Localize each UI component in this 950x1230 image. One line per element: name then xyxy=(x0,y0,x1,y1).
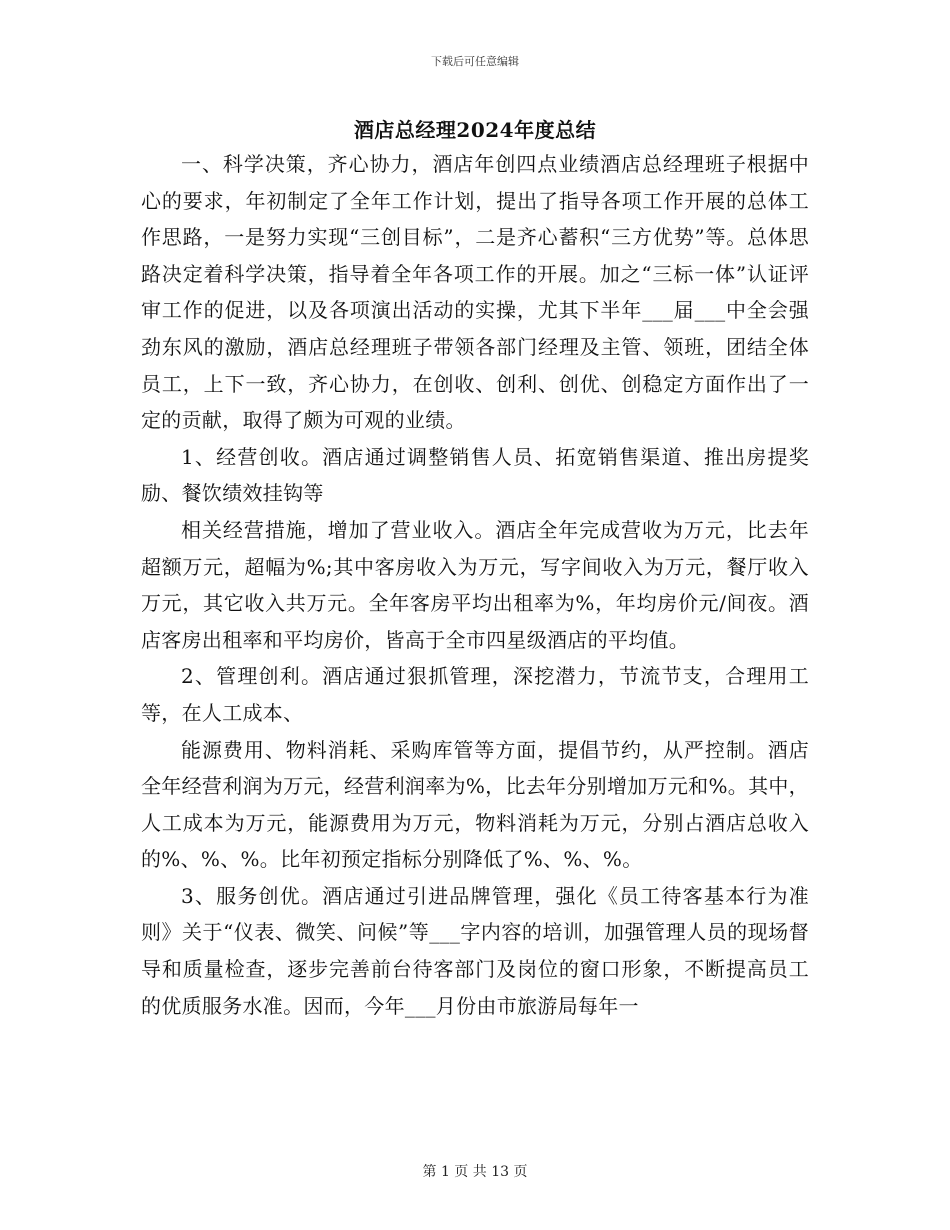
paragraph-6: 3、服务创优。酒店通过引进品牌管理，强化《员工待客基本行为准则》关于“仪表、微笑、问候”等___字内容的培训，加强管理人员的现场督导和质量检查，逐步完善前台待客部门及岗位的窗口形象，不断提高员工的优质服务水准。因而，今年___月份由市旅游局每年一 xyxy=(141,883,809,1018)
paragraph-1: 一、科学决策，齐心协力，酒店年创四点业绩酒店总经理班子根据中心的要求，年初制定了全年工作计划，提出了指导各项工作开展的总体工作思路，一是努力实现“三创目标”，二是齐心蓄积“三方优势”等。总体思路决定着科学决策，指导着全年各项工作的开展。加之“三标一体”认证评审工作的促进，以及各项演出活动的实操，尤其下半年___届___中全会强劲东风的激励，酒店总经理班子带领各部门经理及主管、领班，团结全体员工，上下一致，齐心协力，在创收、创利、创优、创稳定方面作出了一定的贡献，取得了颇为可观的业绩。 xyxy=(141,152,809,433)
document-title: 酒店总经理2024年度总结 xyxy=(353,118,597,142)
paragraph-3: 相关经营措施，增加了营业收入。酒店全年完成营收为万元，比去年超额万元，超幅为%;其中客房收入为万元，写字间收入为万元，餐厅收入万元，其它收入共万元。全年客房平均出租率为%，年均房价元/间夜。酒店客房出租率和平均房价，皆高于全市四星级酒店的平均值。 xyxy=(141,517,809,652)
header-note: 下载后可任意编辑 xyxy=(431,55,519,68)
paragraph-5: 能源费用、物料消耗、采购库管等方面，提倡节约，从严控制。酒店全年经营利润为万元，经营利润率为%，比去年分别增加万元和%。其中，人工成本为万元，能源费用为万元，物料消耗为万元，分别占酒店总收入的%、%、%。比年初预定指标分别降低了%、%、%。 xyxy=(141,737,809,872)
paragraph-2: 1、经营创收。酒店通过调整销售人员、拓宽销售渠道、推出房提奖励、餐饮绩效挂钩等 xyxy=(141,444,809,506)
page-footer: 第 1 页 共 13 页 xyxy=(422,1164,528,1180)
paragraph-4: 2、管理创利。酒店通过狠抓管理，深挖潜力，节流节支，合理用工等，在人工成本、 xyxy=(141,664,809,725)
document-body xyxy=(141,146,809,1024)
